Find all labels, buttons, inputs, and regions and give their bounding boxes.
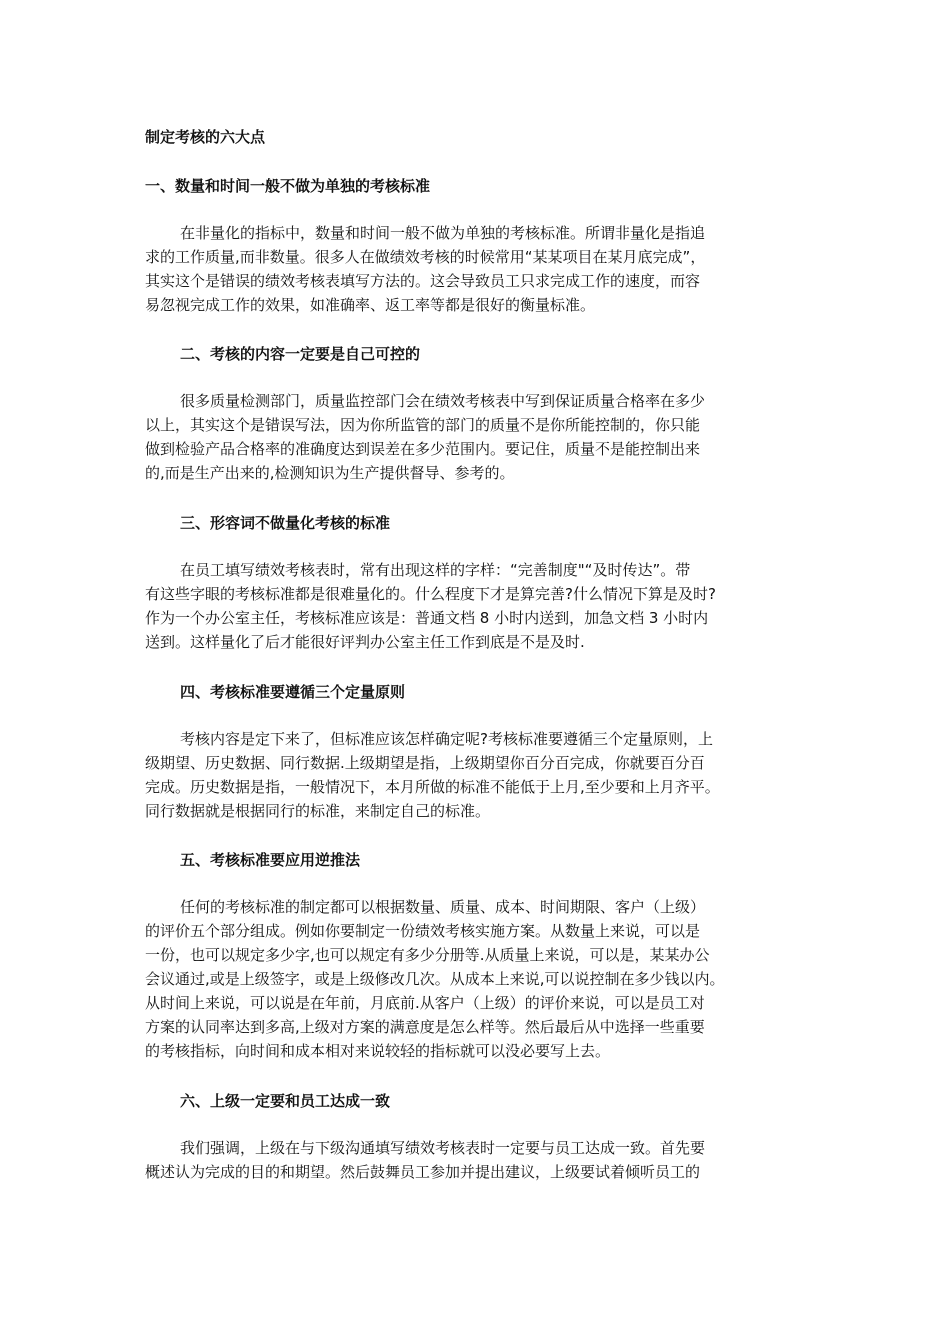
- paragraph-line: 其实这个是错误的绩效考核表填写方法的。这会导致员工只求完成工作的速度，而容: [145, 272, 701, 290]
- paragraph-line: 在非量化的指标中，数量和时间一般不做为单独的考核标准。所谓非量化是指追: [180, 224, 706, 242]
- paragraph-line: 送到。这样量化了后才能很好评判办公室主任工作到底是不是及时.: [145, 633, 585, 651]
- section-4-paragraph: [145, 727, 815, 823]
- section-6-heading: 六、上级一定要和员工达成一致: [180, 1092, 391, 1110]
- section-2-heading: 二、考核的内容一定要是自己可控的: [180, 345, 421, 363]
- document-title: 制定考核的六大点: [145, 128, 266, 146]
- paragraph-line: 级期望、历史数据、同行数据.上级期望是指，上级期望你百分百完成，你就要百分百: [145, 754, 705, 772]
- paragraph-line: 很多质量检测部门，质量监控部门会在绩效考核表中写到保证质量合格率在多少: [180, 392, 706, 410]
- paragraph-line: 有这些字眼的考核标准都是很难量化的。什么程度下才是算完善?什么情况下算是及时?: [145, 585, 716, 603]
- paragraph-line: 以上，其实这个是错误写法，因为你所监管的部门的质量不是你所能控制的，你只能: [145, 416, 701, 434]
- paragraph-line: 从时间上来说，可以说是在年前，月底前.从客户（上级）的评价来说，可以是员工对: [145, 994, 705, 1012]
- paragraph-line: 我们强调，上级在与下级沟通填写绩效考核表时一定要与员工达成一致。首先要: [180, 1139, 706, 1157]
- paragraph-line: 完成。历史数据是指，一般情况下，本月所做的标准不能低于上月,至少要和上月齐平。: [145, 778, 720, 796]
- section-5-paragraph: [145, 895, 815, 1063]
- section-1-heading: 一、数量和时间一般不做为单独的考核标准: [145, 177, 431, 195]
- paragraph-line: 任何的考核标准的制定都可以根据数量、质量、成本、时间期限、客户（上级）: [180, 898, 706, 916]
- paragraph-line: 在员工填写绩效考核表时，常有出现这样的字样：“完善制度"“及时传达”。带: [180, 561, 691, 579]
- section-4-heading: 四、考核标准要遵循三个定量原则: [180, 683, 406, 701]
- paragraph-line: 会议通过,或是上级签字，或是上级修改几次。从成本上来说,可以说控制在多少钱以内。: [145, 970, 725, 988]
- paragraph-line: 同行数据就是根据同行的标准，来制定自己的标准。: [145, 802, 491, 820]
- paragraph-line: 易忽视完成工作的效果，如准确率、返工率等都是很好的衡量标准。: [145, 296, 596, 314]
- section-2-paragraph: [145, 389, 815, 485]
- section-3-heading: 三、形容词不做量化考核的标准: [180, 514, 391, 532]
- paragraph-line: 求的工作质量,而非数量。很多人在做绩效考核的时候常用“某某项目在某月底完成”，: [145, 248, 706, 266]
- paragraph-line: 一份，也可以规定多少字,也可以规定有多少分册等.从质量上来说，可以是，某某办公: [145, 946, 710, 964]
- paragraph-line: 概述认为完成的目的和期望。然后鼓舞员工参加并提出建议，上级要试着倾听员工的: [145, 1163, 701, 1181]
- paragraph-line: 的,而是生产出来的,检测知识为生产提供督导、参考的。: [145, 464, 515, 482]
- paragraph-line: 考核内容是定下来了，但标准应该怎样确定呢?考核标准要遵循三个定量原则，上: [180, 730, 713, 748]
- paragraph-line: 做到检验产品合格率的准确度达到误差在多少范围内。要记住，质量不是能控制出来: [145, 440, 701, 458]
- section-6-paragraph: [145, 1136, 815, 1184]
- paragraph-line: 的考核指标，向时间和成本相对来说较轻的指标就可以没必要写上去。: [145, 1042, 611, 1060]
- paragraph-line: 作为一个办公室主任，考核标准应该是：普通文档 8 小时内送到，加急文档 3 小时内: [145, 609, 709, 627]
- section-5-heading: 五、考核标准要应用逆推法: [180, 851, 361, 869]
- paragraph-line: 的评价五个部分组成。例如你要制定一份绩效考核实施方案。从数量上来说，可以是: [145, 922, 701, 940]
- section-3-paragraph: [145, 558, 815, 654]
- section-1-paragraph: [145, 221, 815, 317]
- paragraph-line: 方案的认同率达到多高,上级对方案的满意度是怎么样等。然后最后从中选择一些重要: [145, 1018, 705, 1036]
